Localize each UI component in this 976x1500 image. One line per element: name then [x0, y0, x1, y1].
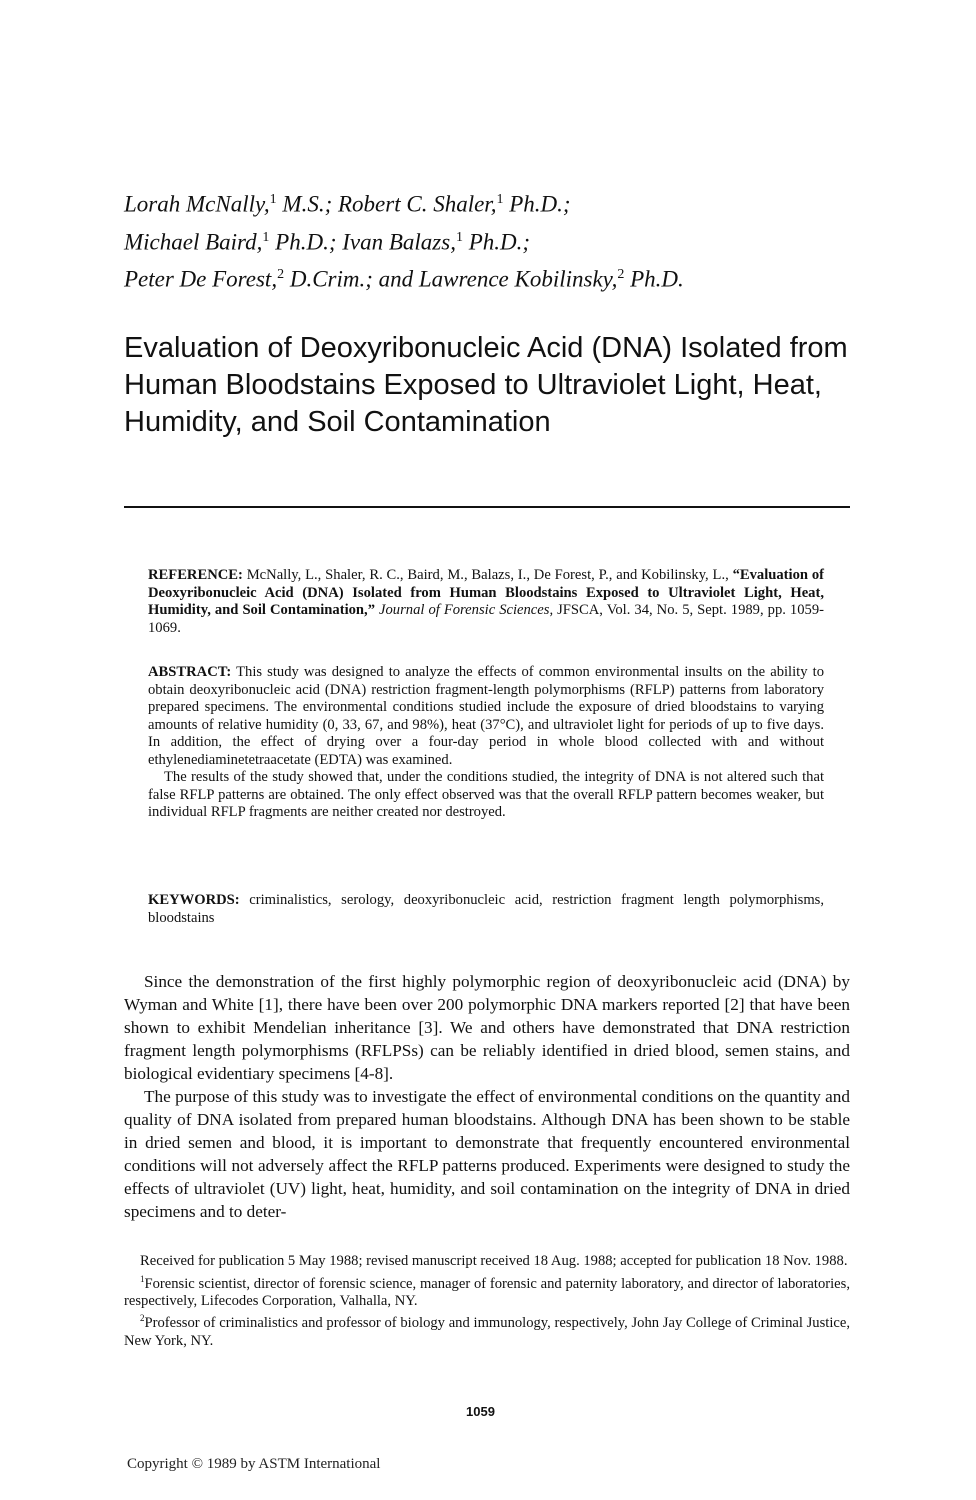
author-degree: M.S.;: [276, 191, 338, 217]
abstract-paragraph: This study was designed to analyze the effects of common environmental insults on the ability to obtain deoxyribonucleic acid (DNA) restriction fragment-length polymorphisms (RFLP) patterns from laboratory prepared specimens. The environmental conditions studied include the exposure of dried bloodstains to varying amounts of relative humidity (0, 33, 67, and 98%), heat (37°C), and ultraviolet light for periods of up to five days. In addition, the effect of drying over a four-day period in whole blood collected with and without ethylenediaminetetraacetate (EDTA) was examined.: [148, 664, 824, 768]
affiliation-mark: 2: [277, 267, 285, 283]
author-list: [124, 183, 684, 296]
copyright-notice: Copyright © 1989 by ASTM International: [127, 1456, 381, 1472]
affiliation-mark: 1: [455, 229, 463, 245]
abstract-paragraph: The results of the study showed that, under the conditions studied, the integrity of DNA is not altered such that false RFLP patterns are obtained. The only effect observed was that the overall RFLP pattern becomes weaker, but individual RFLP fragments are neither created nor destroyed.: [148, 769, 824, 820]
body-text: [124, 970, 850, 1223]
author-name: Lawrence Kobilinsky,: [418, 266, 618, 292]
reference-authors: McNally, L., Shaler, R. C., Baird, M., Balazs, I., De Forest, P., and Kobilinsky, L.,: [242, 567, 733, 583]
author-degree: Ph.D.;: [462, 229, 531, 255]
author-degree: Ph.D.;: [503, 191, 571, 217]
footnote-mark: 1: [140, 1273, 145, 1284]
reference-details: JFSCA, Vol. 34, No. 5, Sept. 1989, pp. 1059-1069.: [148, 602, 824, 636]
abstract-label: ABSTRACT:: [148, 664, 232, 680]
reference-label: REFERENCE:: [148, 567, 243, 583]
affiliation-mark: 2: [617, 267, 625, 283]
page-number: 1059: [466, 1404, 495, 1419]
author-line: [124, 221, 684, 259]
body-paragraph: Since the demonstration of the first highly polymorphic region of deoxyribonucleic acid (DNA) by Wyman and White [1], there have been over 200 polymorphic DNA markers reported [2] that have been shown to exhibit Mendelian inheritance [3]. We and others have demonstrated that DNA restriction fragment length polymorphisms (RFLPSs) can be reliably identified in dried blood, semen stains, and biological evidentiary specimens [4-8].: [124, 972, 850, 1083]
reference-journal: Journal of Forensic Sciences,: [375, 602, 554, 618]
author-degree: Ph.D.;: [269, 229, 343, 255]
footnote-text: Professor of criminalistics and professor of biology and immunology, respectively, John Jay College of Criminal Justice, New York, NY.: [124, 1315, 850, 1349]
footnote: [124, 1310, 850, 1350]
footnote: [124, 1271, 850, 1311]
footnote: [124, 1253, 850, 1271]
affiliation-mark: 1: [496, 192, 504, 207]
affiliation-mark: 1: [262, 229, 270, 245]
author-name: Ivan Balazs,: [342, 229, 456, 255]
reference-title: “Evaluation of Deoxyribonucleic Acid (DNA) Isolated from Human Bloodstains Exposed to Ultraviolet Light, Heat, Humidity, and Soil Contamination,”: [148, 567, 825, 618]
author-name: Michael Baird,: [124, 229, 263, 255]
paper-title: Evaluation of Deoxyribonucleic Acid (DNA) Isolated from Human Bloodstains Exposed to Ultraviolet Light, Heat, Humidity, and Soil Contamination: [124, 332, 848, 438]
footnotes: [124, 1253, 850, 1350]
author-line: [124, 258, 684, 296]
footnote-text: Forensic scientist, director of forensic science, manager of forensic and paternity laboratory, and director of laboratories, respectively, Lifecodes Corporation, Valhalla, NY.: [124, 1275, 850, 1309]
footnote-mark: 2: [140, 1313, 145, 1324]
author-line: [124, 183, 684, 221]
keywords-label: KEYWORDS:: [148, 892, 240, 908]
author-degree: D.Crim.; and: [284, 266, 419, 292]
abstract-block: [148, 664, 824, 822]
footnote-text: Received for publication 5 May 1988; revised manuscript received 18 Aug. 1988; accepted for publication 18 Nov. 1988.: [140, 1253, 848, 1269]
affiliation-mark: 1: [269, 192, 277, 207]
author-degree: Ph.D.: [624, 266, 684, 292]
keywords-text: criminalistics, serology, deoxyribonucleic acid, restriction fragment length polymorphisms, bloodstains: [148, 892, 824, 926]
title-divider: [124, 506, 850, 508]
body-paragraph: The purpose of this study was to investigate the effect of environmental conditions on the quantity and quality of DNA isolated from prepared human bloodstains. Although DNA has been shown to be stable in dried semen and blood, it is important to demonstrate that frequently encountered environmental conditions will not adversely affect the RFLP patterns produced. Experiments were designed to study the effects of ultraviolet (UV) light, heat, humidity, and soil contamination on the integrity of DNA in dried specimens and to deter-: [124, 1087, 850, 1221]
author-name: Lorah McNally,: [124, 191, 270, 217]
author-name: Peter De Forest,: [124, 266, 278, 292]
reference-block: [148, 567, 824, 637]
author-name: Robert C. Shaler,: [338, 191, 497, 217]
keywords-block: [148, 892, 824, 927]
